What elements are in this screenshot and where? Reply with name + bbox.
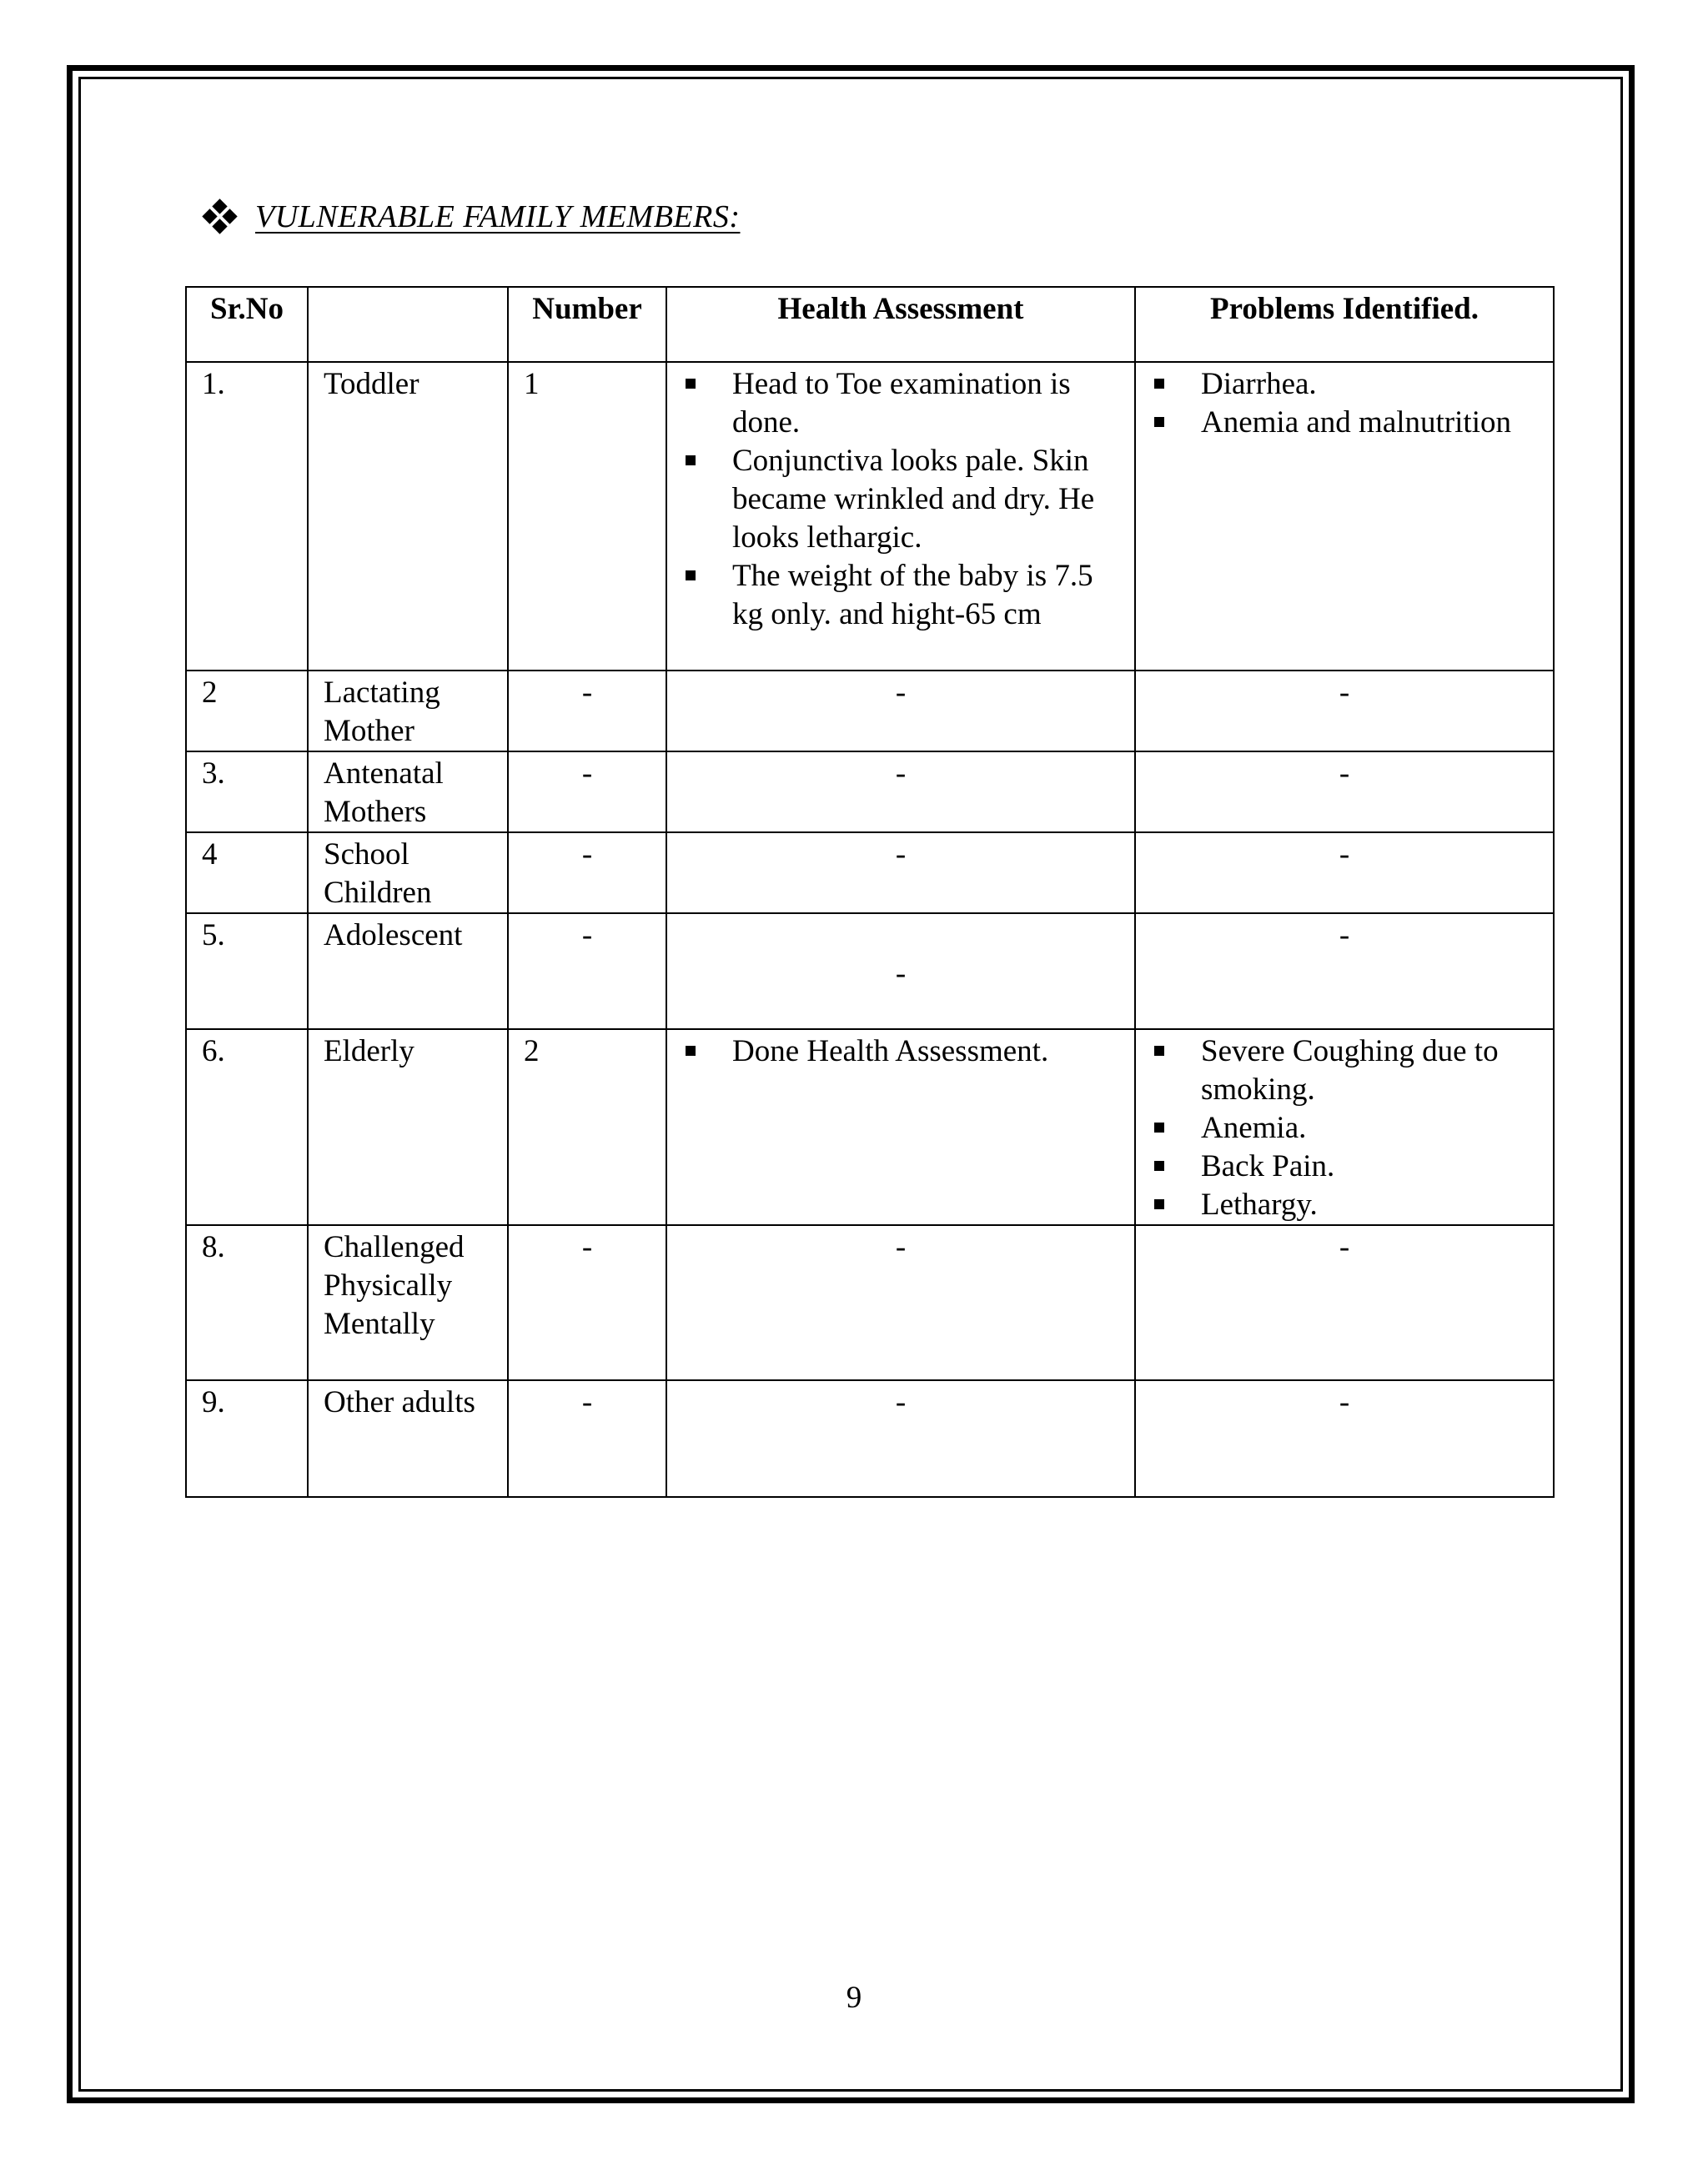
list-item: Severe Coughing due to smoking. bbox=[1151, 1032, 1546, 1109]
cell-number: - bbox=[508, 1380, 666, 1497]
cell-problems: - bbox=[1135, 751, 1554, 832]
cell-sr: 8. bbox=[186, 1225, 308, 1380]
table-header-row bbox=[186, 287, 1554, 362]
cell-problems bbox=[1135, 362, 1554, 671]
header-number: Number bbox=[508, 287, 666, 362]
list-item: Back Pain. bbox=[1151, 1148, 1546, 1186]
table-row bbox=[186, 832, 1554, 913]
cell-problems: - bbox=[1135, 832, 1554, 913]
cell-category: Adolescent bbox=[308, 913, 508, 1029]
cell-problems: - bbox=[1135, 1225, 1554, 1380]
table-row bbox=[186, 1380, 1554, 1497]
table-row bbox=[186, 671, 1554, 751]
cell-health-assessment: - bbox=[666, 832, 1135, 913]
list-item: Head to Toe examination is done. bbox=[682, 365, 1128, 442]
cell-number: - bbox=[508, 832, 666, 913]
list-item: The weight of the baby is 7.5 kg only. and hight-65 cm bbox=[682, 557, 1128, 634]
cell-category: School Children bbox=[308, 832, 508, 913]
cell-number: 2 bbox=[508, 1029, 666, 1225]
cell-health-assessment bbox=[666, 362, 1135, 671]
cell-sr: 3. bbox=[186, 751, 308, 832]
cell-sr: 9. bbox=[186, 1380, 308, 1497]
list-item: Lethargy. bbox=[1151, 1186, 1546, 1224]
list-item: Done Health Assessment. bbox=[682, 1032, 1128, 1071]
page-number: 9 bbox=[846, 1981, 862, 2015]
section-heading bbox=[203, 198, 740, 235]
table-row bbox=[186, 1225, 1554, 1380]
list-item: Diarrhea. bbox=[1151, 365, 1546, 404]
cell-number: - bbox=[508, 671, 666, 751]
table-row bbox=[186, 913, 1554, 1029]
cell-sr: 1. bbox=[186, 362, 308, 671]
cell-number: 1 bbox=[508, 362, 666, 671]
section-heading-text: VULNERABLE FAMILY MEMBERS: bbox=[255, 199, 741, 234]
cell-problems bbox=[1135, 1029, 1554, 1225]
cell-category: Elderly bbox=[308, 1029, 508, 1225]
cell-sr: 6. bbox=[186, 1029, 308, 1225]
cell-problems: - bbox=[1135, 671, 1554, 751]
cell-sr: 5. bbox=[186, 913, 308, 1029]
cell-category: Toddler bbox=[308, 362, 508, 671]
list-item: Anemia and malnutrition bbox=[1151, 404, 1546, 442]
cell-problems: - bbox=[1135, 1380, 1554, 1497]
cell-number: - bbox=[508, 1225, 666, 1380]
vulnerable-members-table bbox=[185, 286, 1555, 1498]
cell-number: - bbox=[508, 751, 666, 832]
header-problems-identified: Problems Identified. bbox=[1135, 287, 1554, 362]
header-sr-no: Sr.No bbox=[186, 287, 308, 362]
header-category bbox=[308, 287, 508, 362]
cell-category: Antenatal Mothers bbox=[308, 751, 508, 832]
cell-number: - bbox=[508, 913, 666, 1029]
cell-category: Other adults bbox=[308, 1380, 508, 1497]
cell-sr: 4 bbox=[186, 832, 308, 913]
diamond-bullet-icon bbox=[203, 200, 237, 234]
cell-health-assessment: - bbox=[666, 751, 1135, 832]
cell-category: Challenged Physically Mentally bbox=[308, 1225, 508, 1380]
cell-category: Lactating Mother bbox=[308, 671, 508, 751]
cell-health-assessment: - bbox=[666, 1225, 1135, 1380]
cell-health-assessment: - bbox=[666, 671, 1135, 751]
cell-health-assessment bbox=[666, 913, 1135, 1029]
table-row bbox=[186, 751, 1554, 832]
cell-sr: 2 bbox=[186, 671, 308, 751]
cell-health-assessment bbox=[666, 1029, 1135, 1225]
cell-health-assessment: - bbox=[666, 1380, 1135, 1497]
dash-value: - bbox=[895, 957, 907, 991]
cell-problems: - bbox=[1135, 913, 1554, 1029]
table-row bbox=[186, 1029, 1554, 1225]
table-row bbox=[186, 362, 1554, 671]
list-item: Conjunctiva looks pale. Skin became wrinkled and dry. He looks lethargic. bbox=[682, 442, 1128, 557]
list-item: Anemia. bbox=[1151, 1109, 1546, 1148]
header-health-assessment: Health Assessment bbox=[666, 287, 1135, 362]
